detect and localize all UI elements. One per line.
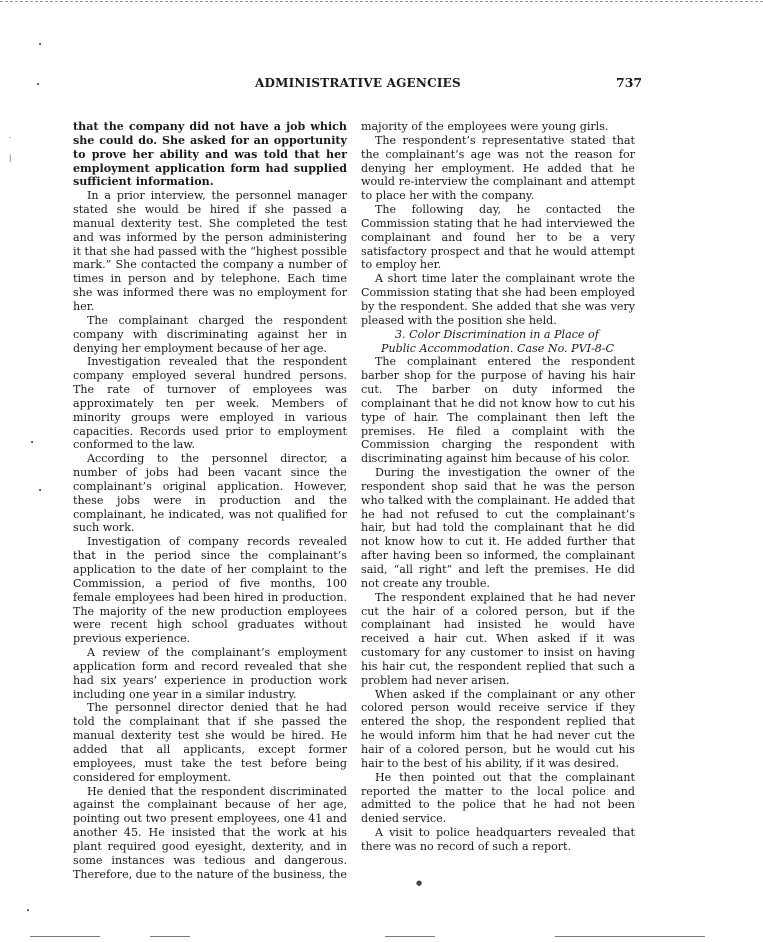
top-edge-rule [0,1,763,2]
left-paragraph-7: A review of the complainant’s employment application form and record revealed that she had six years’ experience in production work including one year in a similar industry. [73,646,347,701]
running-title: ADMINISTRATIVE AGENCIES [255,76,461,90]
right-column [361,120,635,854]
left-paragraph-5: According to the personnel director, a number of jobs had been vacant since the complainant’s original application. However, these jobs were in production and the complainant, he indicated, was not qualified for such work. [73,452,347,535]
left-column [73,120,347,881]
right-paragraph-2: The respondent’s representative stated that the complainant’s age was not the reason for denying her employment. He added that he would re-interview the complainant and attempt to place her with the company. [361,133,635,203]
left-paragraph-8: The personnel director denied that he had told the complainant that if she passed the manual dexterity test she would be hired. He added that all applicants, except former employees, must take the test before being considered for employment. [73,701,347,784]
right-paragraph-10: A visit to police headquarters revealed that there was no record of such a report. [361,826,635,853]
right-paragraph-6: During the investigation the owner of the respondent shop said that he was the person who talked with the complainant. He added that he had not refused to cut the complainant’s hair, but had told the complainant that he did not know how to cut it. He added further that after having been so informed, the complainant said, “all right” and left the premises. He did not create any trouble. [361,466,635,590]
bottom-edge-rule [30,936,100,937]
left-paragraph-2: In a prior interview, the personnel manager stated she would be hired if she passed a manual dexterity test. She completed the test and was informed by the person administering it that she had passed with the “highest possible mark.” She contacted the company a number of times in person and by telephone. Each time she was informed there was no employment for her. [73,189,347,313]
left-paragraph-9: He denied that the respondent discriminated against the complainant because of her age, pointing out two present employees, one 41 and another 45. He insisted that the work at his plant required good eyesight, dexterity, and in some instances was tedious and dangerous. Therefore, due to the nature of the business, the [73,784,347,881]
right-paragraph-7: The respondent explained that he had never cut the hair of a colored person, but if the complainant had insisted he would have received a hair cut. When asked if it was customary for any customer to insist on having his hair cut, the respondent replied that such a problem had never arisen. [361,590,635,687]
right-paragraph-9: He then pointed out that the complainant reported the matter to the local police and admitted to the police that he had not been denied service. [361,770,635,826]
left-paragraph-3: The complainant charged the respondent company with discriminating against her in denying her employment because of her age. [73,313,347,355]
right-paragraph-1: majority of the employees were young girls. [361,120,609,133]
left-paragraph-6: Investigation of company records revealed that in the period since the complainant’s application to the date of her complaint to the Commission, a period of five months, 100 female employees had been hired in production. The majority of the new production employees were recent high school graduates without previous experience. [73,535,347,646]
right-paragraph-4: A short time later the complainant wrote the Commission stating that she had been employed by the respondent. She added that she was very pleased with the position she held. [361,272,635,327]
right-paragraph-8: When asked if the complainant or any other colored person would receive service if they entered the shop, the respondent replied that he would inform him that he had never cut the hair of a colored person, but he would cut his hair to the best of his ability, if it was desired. [361,687,635,770]
section-heading: 3. Color Discrimination in a Place of Public Accommodation. Case No. PVI-8-C [381,327,615,355]
scan-speck: • [38,41,43,49]
page-number: 737 [616,75,643,90]
scan-speck: • [36,81,41,89]
right-paragraph-5: The complainant entered the respondent barber shop for the purpose of having his hair cut. The barber on duty informed the complainant that he did not know how to cut his type of hair. The complainant then left the premises. He filed a complaint with the Commission charging the respondent with discriminating against him because of his color. [361,355,635,466]
right-paragraph-3: The following day, he contacted the Commission stating that he had interviewed the complainant and found her to be a very satisfactory prospect and that he would attempt to employ her. [361,203,635,272]
left-paragraph-4: Investigation revealed that the respondent company employed several hundred persons. The rate of turnover of employees was approximately ten per week. Members of minority groups were employed in various capacities. Records used prior to employment conformed to the law. [73,355,347,452]
bottom-edge-rule [385,936,435,937]
left-paragraph-1: that the company did not have a job which she could do. She asked for an opportunity to prove her ability and was told that her employment application form had supplied sufficient information. [73,120,347,189]
scan-speck: • [38,487,43,495]
scan-speck: ● [416,879,423,887]
scan-speck: • [30,439,35,447]
scan-speck: • [26,907,31,915]
bottom-edge-rule [150,936,190,937]
scan-speck: | [9,154,12,162]
scan-speck: · [9,134,12,142]
bottom-edge-rule [555,936,705,937]
